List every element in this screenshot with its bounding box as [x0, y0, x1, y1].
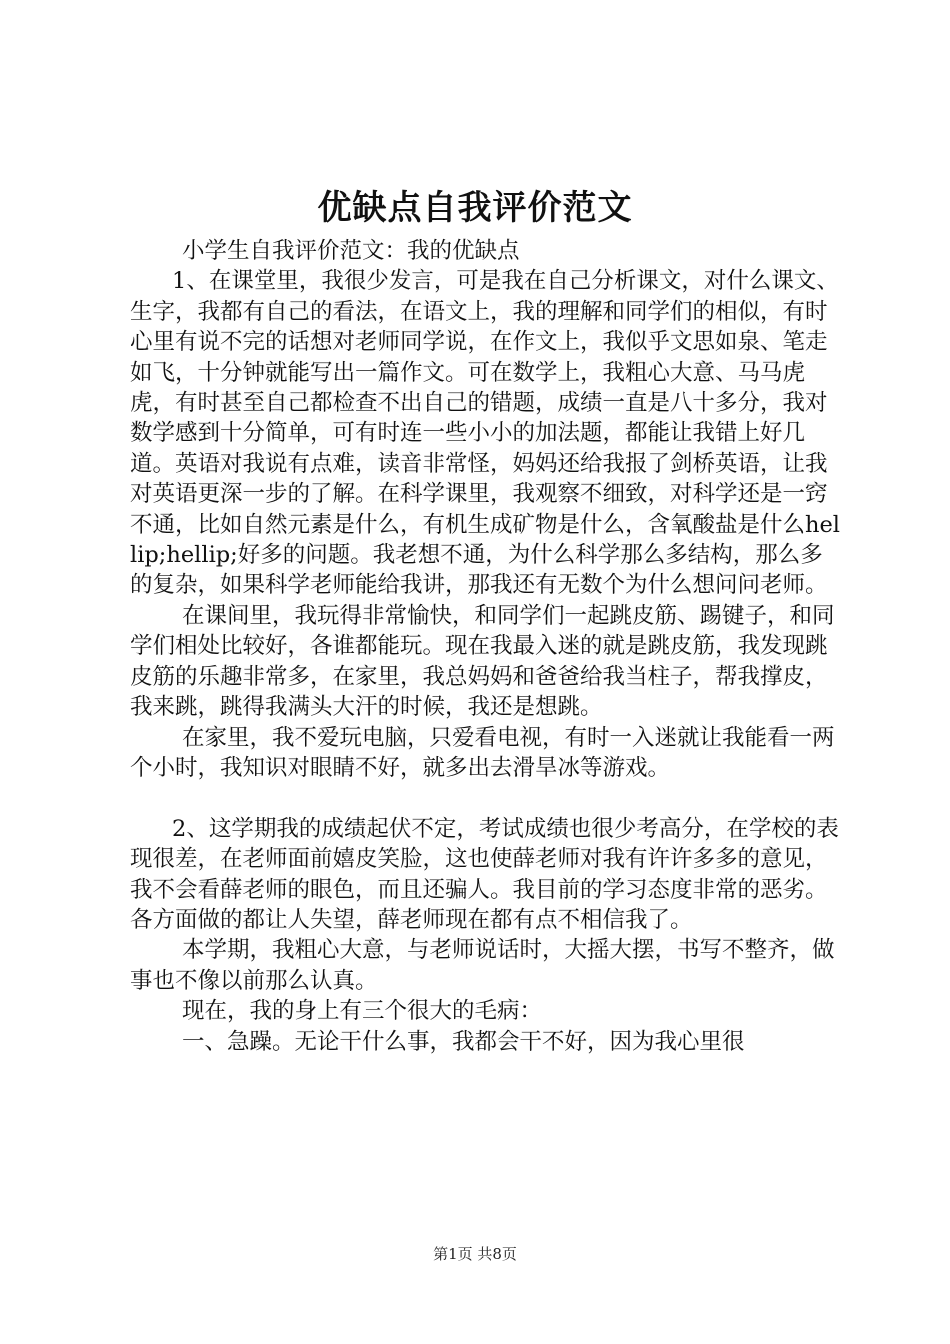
- document-title: 优缺点自我评价范文: [317, 188, 633, 228]
- paragraph-4: 2、这学期我的成绩起伏不定，考试成绩也很少考高分，在学校的表现很差，在老师面前嬉皮笑脸，这也使薛老师对我有许许多多的意见，我不会看薛老师的眼色，而且还骗人。我目前的学习态度非常的恶劣。各方面做的都让人失望，薛老师现在都有点不相信我了。: [130, 815, 839, 933]
- subtitle-paragraph: 小学生自我评价范文：我的优缺点: [182, 238, 520, 264]
- paragraph-7: 一、急躁。无论干什么事，我都会干不好，因为我心里很: [182, 1028, 745, 1055]
- page-number-footer: 第1页 共8页: [433, 1245, 517, 1263]
- document-body: [130, 236, 840, 1057]
- paragraph-2: 在课间里，我玩得非常愉快，和同学们一起跳皮筋、踢键子，和同学们相处比较好，各谁都能玩。现在我最入迷的就是跳皮筋，我发现跳皮筋的乐趣非常多，在家里，我总妈妈和爸爸给我当柱子，帮我撑皮，我来跳，跳得我满头大汗的时候，我还是想跳。: [130, 602, 835, 721]
- paragraph-3: 在家里，我不爱玩电脑，只爱看电视，有时一入迷就让我能看一两个小时，我知识对眼睛不好，就多出去滑旱冰等游戏。: [130, 724, 835, 781]
- paragraph-5: 本学期，我粗心大意，与老师说话时，大摇大摆，书写不整齐，做事也不像以前那么认真。: [130, 937, 835, 994]
- paragraph-6: 现在，我的身上有三个很大的毛病：: [182, 998, 543, 1025]
- paragraph-1: 1、在课堂里，我很少发言，可是我在自己分析课文，对什么课文、生字，我都有自己的看法，在语文上，我的理解和同学们的相似，有时心里有说不完的话想对老师同学说，在作文上，我似乎文思如泉、笔走如飞，十分钟就能写出一篇作文。可在数学上，我粗心大意、马马虎虎，有时甚至自己都检查不出自己的错题，成绩一直是八十多分，我对数学感到十分简单，可有时连一些小小的加法题，都能让我错上好几道。英语对我说有点难，读音非常怪，妈妈还给我报了剑桥英语，让我对英语更深一步的了解。在科学课里，我观察不细致，对科学还是一窍不通，比如自然元素是什么，有机生成矿物是什么，含氧酸盐是什么hellip;hellip;好多的问题。我老想不通，为什么科学那么多结构，那么多的复杂，如果科学老师能给我讲，那我还有无数个为什么想问问老师。: [130, 268, 841, 599]
- blank-line: [130, 783, 840, 813]
